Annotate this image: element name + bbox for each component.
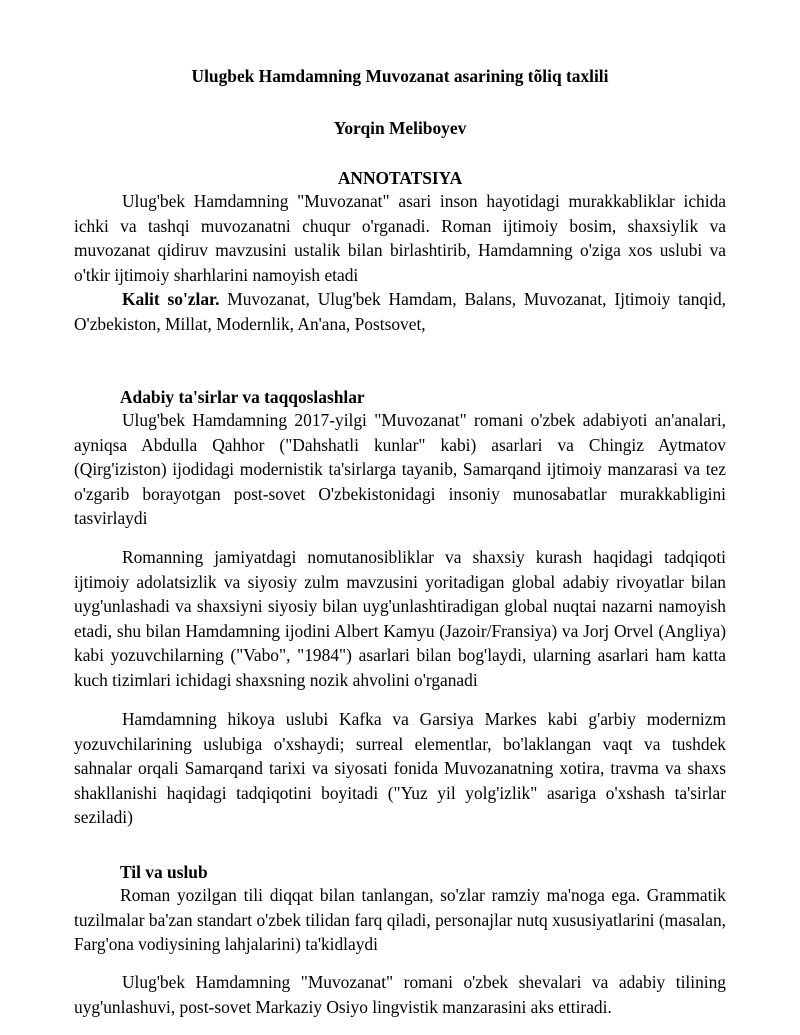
influences-paragraph-2: Romanning jamiyatdagi nomutanosibliklar va shaxsiy kurash haqidagi tadqiqoti ijtimoiy adolatsizlik va siyosiy zulm mavzusini yoritadigan global adabiy rivoyatlar bilan uyg'unlashadi va shaxsiyni siyosiy bilan uyg'unlashtiradigan global nuqtai nazarni namoyish etadi, shu bilan Hamdamning ijodini Albert Kamyu (Jazoir/Fransiya) va Jorj Orvel (Angliya) kabi yozuvchilarning ("Vabo", "1984") asarlari bilan bog'laydi, ularning asarlari ham katta kuch tizimlari ichidagi shaxsning nozik ahvolini o'rganadi: [74, 547, 726, 690]
influences-paragraph-3: Hamdamning hikoya uslubi Kafka va Garsiya Markes kabi g'arbiy modernizm yozuvchilarining uslubiga o'xshaydi; surreal elementlar, bo'laklangan vaqt va tushdek sahnalar orqali Samarqand tarixi va siyosati fonida Muvozanatning xotira, travma va shaxs shakllanishi haqidagi tadqiqotini boyitadi ("Yuz yil yolg'izlik" asariga o'xshash ta'sirlar seziladi): [74, 709, 726, 828]
document-title: Ulugbek Hamdamning Muvozanat asarining tõliq taxlili: [191, 66, 609, 86]
language-paragraph-2: Ulug'bek Hamdamning "Muvozanat" romani o'zbek shevalari va adabiy tilining uyg'unlashuvi, post-sovet Markaziy Osiyo lingvistik manzarasini aks ettiradi.: [74, 972, 726, 1017]
section-heading-language: Til va uslub: [120, 862, 208, 882]
keywords-list: Muvozanat, Ulug'bek Hamdam, Balans, Muvozanat, Ijtimoiy tanqid, O'zbekiston, Millat, Modernlik, An'ana, Postsovet,: [74, 289, 726, 334]
language-paragraph-1: Roman yozilgan tili diqqat bilan tanlangan, so'zlar ramziy ma'noga ega. Grammatik tuzilmalar ba'zan standart o'zbek tilidan farq qiladi, personajlar nutq xususiyatlarini (masalan, Farg'ona vodiysining lahjalarini) ta'kidlaydi: [74, 885, 726, 955]
influences-paragraph-1: Ulug'bek Hamdamning 2017-yilgi "Muvozanat" romani o'zbek adabiyoti an'analari, ayniqsa Abdulla Qahhor ("Dahshatli kunlar" kabi) asarlari va Chingiz Aytmatov (Qirg'iziston) ijodidagi modernistik ta'sirlarga tayanib, Samarqand ijtimoiy manzarasi va tez o'zgarib borayotgan post-sovet O'zbekistonidagi insoniy munosabatlar murakkabligini tasvirlaydi: [74, 410, 726, 529]
author-name: Yorqin Meliboyev: [333, 118, 467, 138]
section-heading-influences: Adabiy ta'sirlar va taqqoslashlar: [120, 387, 365, 407]
keywords-paragraph: [74, 287, 726, 336]
annotation-paragraph: Ulug'bek Hamdamning "Muvozanat" asari inson hayotidagi murakkabliklar ichida ichki va tashqi muvozanatni chuqur o'rganadi. Roman ijtimoiy bosim, shaxsiylik va muvozanat qidiruv mavzusini ustalik bilan birlashtirib, Hamdamning o'ziga xos uslubi va o'tkir ijtimoiy sharhlarini namoyish etadi: [74, 191, 726, 285]
annotation-heading: ANNOTATSIYA: [337, 168, 463, 188]
keywords-label: Kalit so'zlar.: [122, 289, 220, 309]
